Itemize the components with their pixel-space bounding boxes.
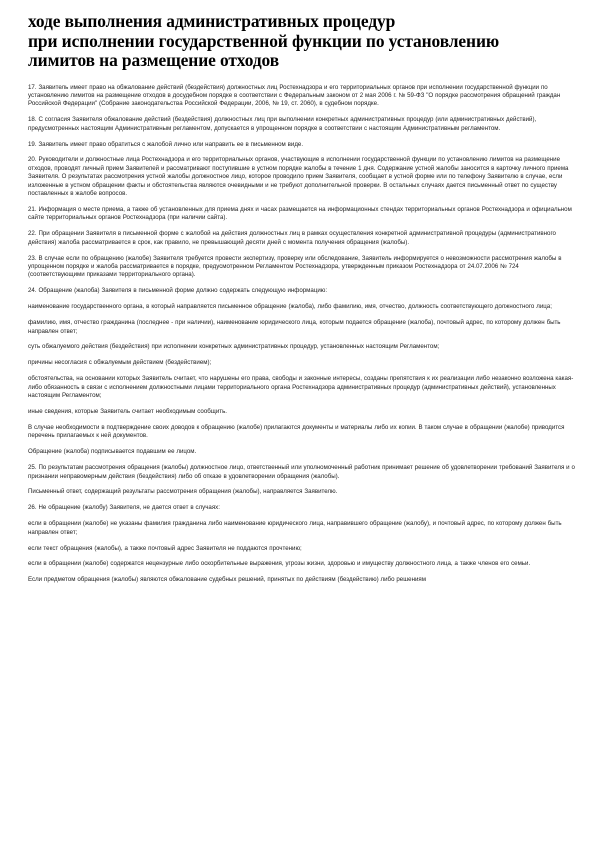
heading-line-1: ходе выполнения административных процедур [28,11,396,31]
paragraph-19: 19. Заявитель имеет право обратиться с жалобой лично или направить ее в письменном виде. [28,140,304,148]
paragraph-24-item-3: суть обжалуемого действия (бездействия) при исполнении конкретных административных процедур, установленных настоящим Регламентом; [28,343,440,351]
paragraph-26-item-4: Если предметом обращения (жалобы) являются обжалование судебных решений, принятых по действиям (бездействию) либо решениям [28,576,426,584]
paragraph-20: 20. Руководители и должностные лица Ростехнадзора и его территориальных органов, участвующие в исполнении государственной функции по установлению лимитов на размещение отходов, проводят личный прием Заявителей и рассматривают поступившие в устном порядке жалобы в течение 1 дня. Содержание устной жалобы заносится в карточку личного приема Заявителя. О результатах рассмотрения устной жалобы должностное лицо, которое проводило прием Заявителя, сообщает в устной форме или по телефону Заявителю в случае, если изложенные в устном обращении факты и обстоятельства являются очевидными и не требуют дополнительной проверки. В остальных случаях дается письменный ответ по существу поставленных в жалобе вопросов. [28,156,569,198]
paragraph-21: 21. Информация о месте приема, а также об установленных для приема днях и часах размещается на информационных стендах территориальных органов Ростехнадзора и официальном сайте территориальных органов Ростехнадзора (при наличии сайта). [28,205,572,222]
paragraph-24-item-1: наименование государственного органа, в который направляется письменное обращение (жалоба), либо фамилию, имя, отчество, должность соответствующего должностного лица; [28,303,552,311]
paragraph-24-signature: Обращение (жалоба) подписывается подавшим ее лицом. [28,448,197,456]
paragraph-26-item-2: если текст обращения (жалобы), а также почтовый адрес Заявителя не поддаются прочтению; [28,544,302,552]
paragraph-24-attachments: В случае необходимости в подтверждение своих доводов к обращению (жалобе) прилагаются документы и материалы либо их копии. В таком случае в обращении (жалобе) приводится перечень прилагаемых к ней документов. [28,423,565,440]
paragraph-24: 24. Обращение (жалоба) Заявителя в письменной форме должно содержать следующую информацию: [28,287,328,295]
paragraph-26-item-3: если в обращении (жалобе) содержатся нецензурные либо оскорбительные выражения, угрозы жизни, здоровью и имуществу должностного лица, а также членов его семьи. [28,560,531,568]
paragraph-24-item-4: причины несогласия с обжалуемым действием (бездействием); [28,359,212,367]
paragraph-22: 22. При обращении Заявителя в письменной форме с жалобой на действия должностных лиц в рамках осуществления конкретной административной процедуры (административного действия) жалоба рассматривается в срок, как правило, не превышающий десяти дней с момента получения обращения (жалобы). [28,230,556,246]
paragraph-26-item-1: если в обращении (жалобе) не указаны фамилия гражданина либо наименование юридического лица, направившего обращение (жалобу), и почтовый адрес, по которому должен быть направлен ответ; [28,520,562,536]
heading-line-3: лимитов на размещение отходов [28,50,279,70]
heading-line-2: при исполнении государственной функции по установлению [28,30,500,51]
paragraph-24-item-5: обстоятельства, на основании которых Заявитель считает, что нарушены его права, свободы и законные интересы, созданы препятствия к их реализации либо незаконно возложена какая-либо обязанность в связи с исполнением должностными лицами территориального органа Ростехнадзора административных процедур (административных действий), установленных настоящим Регламентом; [28,375,574,400]
paragraph-24-item-6: иные сведения, которые Заявитель считает необходимым сообщить. [28,407,227,415]
paragraph-17: 17. Заявитель имеет право на обжалование действий (бездействия) должностных лиц Ростехнадзора и его территориальных органов при исполнении государственной функции по установлению лимитов на размещение отходов в досудебном порядке в соответствии с Федеральным законом от 2 мая 2006 г. № 59-ФЗ "О порядке рассмотрения обращений граждан Российской Федерации" (Собрание законодательства Российской Федерации, 2006, № 19, ст. 2060), в судебном порядке. [28,83,561,108]
paragraph-24-item-2: фамилию, имя, отчество гражданина (последнее - при наличии), наименование юридического лица, которым подается обращение (жалоба), почтовый адрес, по которому должен быть направлен ответ; [28,319,561,335]
paragraph-18: 18. С согласия Заявителя обжалование действий (бездействия) должностных лиц при выполнении конкретных административных процедур (или административных действий), предусмотренных настоящим Административным регламентом, допускается в упрощенном порядке в соответствии с настоящим Административным регламентом. [28,116,537,132]
paragraph-23: 23. В случае если по обращению (жалобе) Заявителя требуется провести экспертизу, проверку или обследование, Заявитель информируется о невозможности рассмотрения жалобы в упрощенном порядке и жалоба рассматривается в порядке, предусмотренном Регламентом Ростехнадзора, утвержденным приказом Ростехнадзора от 24.07.2006 № 724 (соответствующими приказами территориального органа). [28,254,562,279]
paragraph-25-answer: Письменный ответ, содержащий результаты рассмотрения обращения (жалобы), направляется Заявителю. [28,488,338,496]
paragraph-25: 25. По результатам рассмотрения обращения (жалобы) должностное лицо, ответственный или уполномоченный работник принимает решение об удовлетворении требований Заявителя и о признании неправомерным действия (бездействия) либо об отказе в удовлетворении обращения (жалобы). [28,464,575,480]
paragraph-26: 26. Не обращение (жалобу) Заявителя, не дается ответ в случаях: [28,504,220,512]
document-heading [28,12,577,71]
